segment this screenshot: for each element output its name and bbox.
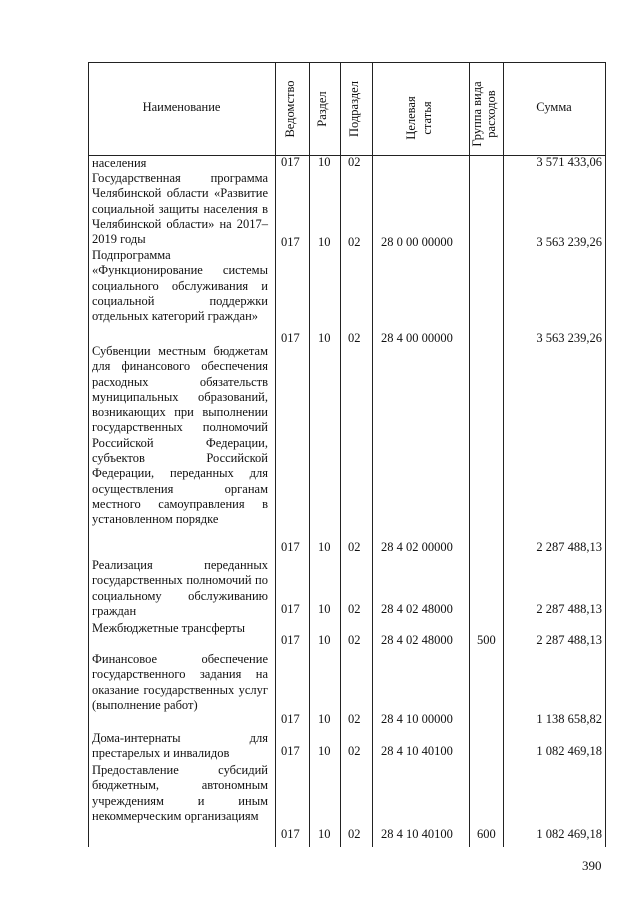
col-border [275,62,276,847]
cell-vedomstvo: 017 [281,633,300,647]
col-border [340,62,341,847]
col-border [503,62,504,847]
cell-razdel: 10 [318,744,331,758]
cell-celevaya: 28 4 10 00000 [381,712,453,726]
cell-podrazdel: 02 [348,235,361,249]
page-number: 390 [582,858,602,873]
header-celevaya [403,74,439,162]
header-celevaya-text: Целевая статья [404,96,434,140]
cell-summa: 2 287 488,13 [536,633,602,647]
cell-razdel: 10 [318,235,331,249]
cell-summa: 3 563 239,26 [536,235,602,249]
table-top-border [88,62,606,63]
cell-celevaya: 28 4 02 48000 [381,602,453,616]
cell-vedomstvo: 017 [281,331,300,345]
cell-razdel: 10 [318,331,331,345]
cell-razdel: 10 [318,155,331,169]
cell-summa: 3 571 433,06 [536,155,602,169]
header-summa: Сумма [536,100,572,114]
cell-celevaya: 28 4 10 40100 [381,827,453,841]
cell-podrazdel: 02 [348,633,361,647]
cell-podrazdel: 02 [348,155,361,169]
header-vedomstvo: Ведомство [283,80,297,138]
row-name: Межбюджетные трансферты [92,621,246,635]
cell-vedomstvo: 017 [281,712,300,726]
cell-summa: 1 138 658,82 [536,712,602,726]
row-name: Финансовое обеспечение государственного задания на оказание государственных услуг (выполнение работ) [92,652,268,712]
cell-summa: 1 082 469,18 [536,827,602,841]
cell-razdel: 10 [318,712,331,726]
cell-vedomstvo: 017 [281,155,300,169]
cell-podrazdel: 02 [348,712,361,726]
cell-summa: 1 082 469,18 [536,744,602,758]
cell-summa: 2 287 488,13 [536,540,602,554]
cell-vedomstvo: 017 [281,827,300,841]
cell-podrazdel: 02 [348,540,361,554]
cell-razdel: 10 [318,827,331,841]
cell-razdel: 10 [318,602,331,616]
col-border [372,62,373,847]
row-name: Подпрограмма «Функционирование системы социального обслуживания и социальной поддержки отдельных категорий граждан» [92,248,268,324]
row-name: Дома-интернаты для престарелых и инвалидов [92,731,268,761]
cell-vedomstvo: 017 [281,602,300,616]
col-border [605,62,606,847]
row-name: Предоставление субсидий бюджетным, автономным учреждениям и иным некоммерческим организациям [92,763,268,823]
header-podrazdel: Подраздел [347,81,361,137]
cell-summa: 3 563 239,26 [536,331,602,345]
cell-podrazdel: 02 [348,744,361,758]
cell-podrazdel: 02 [348,602,361,616]
cell-vedomstvo: 017 [281,540,300,554]
cell-podrazdel: 02 [348,827,361,841]
cell-vedomstvo: 017 [281,235,300,249]
cell-razdel: 10 [318,633,331,647]
cell-gruppa: 600 [477,827,496,841]
cell-gruppa: 500 [477,633,496,647]
cell-celevaya: 28 4 10 40100 [381,744,453,758]
cell-podrazdel: 02 [348,331,361,345]
row-name: населения [92,156,147,170]
cell-summa: 2 287 488,13 [536,602,602,616]
cell-celevaya: 28 0 00 00000 [381,235,453,249]
row-name: Государственная программа Челябинской области «Развитие социальной защиты населения в Челябинской области» на 2017–2019 годы [92,171,268,247]
cell-celevaya: 28 4 02 48000 [381,633,453,647]
cell-vedomstvo: 017 [281,744,300,758]
col-border [309,62,310,847]
header-gruppa-text: Группа вида расходов [470,81,498,147]
cell-celevaya: 28 4 02 00000 [381,540,453,554]
row-name: Субвенции местным бюджетам для финансового обеспечения расходных обязательств муниципальных образований, возникающих при выполнении государственных полномочий Российской Федерации, субъектов Российской Федерации, переданных для осуществления органам местного самоуправления в установленном порядке [92,344,268,527]
header-gruppa [470,70,502,158]
cell-celevaya: 28 4 00 00000 [381,331,453,345]
row-name: Реализация переданных государственных полномочий по социальному обслуживанию граждан [92,558,268,618]
header-name: Наименование [142,100,221,114]
header-razdel: Раздел [315,91,329,127]
col-border [469,62,470,847]
col-border [88,62,89,847]
cell-razdel: 10 [318,540,331,554]
